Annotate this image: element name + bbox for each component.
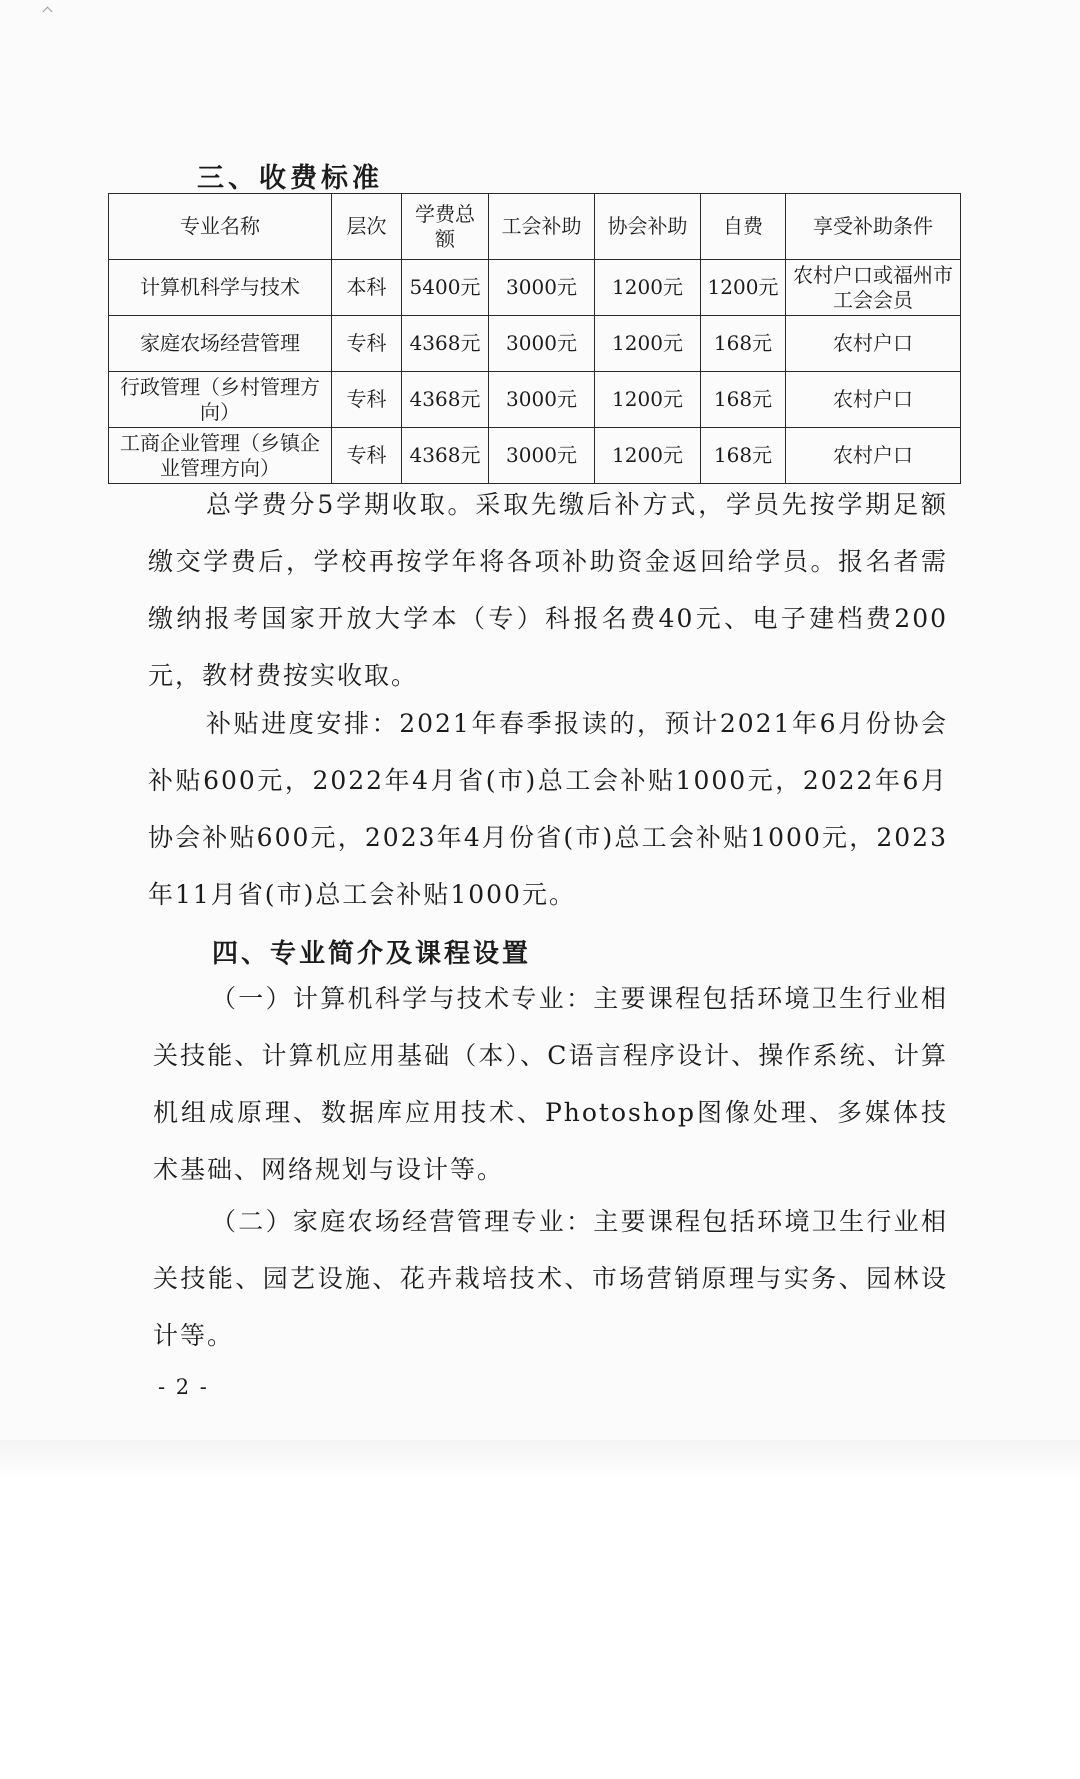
header-level: 层次 <box>332 194 402 260</box>
cell-major: 行政管理（乡村管理方向） <box>109 372 332 428</box>
cell-level: 专科 <box>332 372 402 428</box>
section-heading-fees: 三、收费标准 <box>197 163 383 194</box>
cell-self-pay: 168元 <box>701 372 786 428</box>
header-self-pay: 自费 <box>701 194 786 260</box>
cell-level: 专科 <box>332 316 402 372</box>
table-header-row <box>109 194 961 260</box>
cell-union-subsidy: 3000元 <box>489 316 595 372</box>
cell-conditions: 农村户口或福州市工会会员 <box>786 260 961 316</box>
cell-association-subsidy: 1200元 <box>595 316 701 372</box>
header-conditions: 享受补助条件 <box>786 194 961 260</box>
fee-table <box>108 193 961 484</box>
cell-self-pay: 1200元 <box>701 260 786 316</box>
course-computer-science-paragraph: （一）计算机科学与技术专业：主要课程包括环境卫生行业相关技能、计算机应用基础（本）、C语言程序设计、操作系统、计算机组成原理、数据库应用技术、Photoshop图像处理、多媒体技术基础、网络规划与设计等。 <box>153 984 948 1184</box>
cell-association-subsidy: 1200元 <box>595 260 701 316</box>
cell-association-subsidy: 1200元 <box>595 372 701 428</box>
fee-note-paragraph: 总学费分5学期收取。采取先缴后补方式，学员先按学期足额缴交学费后，学校再按学年将各项补助资金返回给学员。报名者需缴纳报考国家开放大学本（专）科报名费40元、电子建档费200元，教材费按实收取。 <box>148 490 948 690</box>
cell-total-fee: 4368元 <box>402 428 489 484</box>
cell-union-subsidy: 3000元 <box>489 260 595 316</box>
header-total-fee: 学费总额 <box>402 194 489 260</box>
cell-union-subsidy: 3000元 <box>489 372 595 428</box>
header-major: 专业名称 <box>109 194 332 260</box>
table-row <box>109 316 961 372</box>
scan-corner-mark <box>43 7 53 17</box>
page-bottom-shadow <box>0 1440 1080 1480</box>
cell-total-fee: 4368元 <box>402 316 489 372</box>
page-number: - 2 - <box>158 1375 209 1399</box>
cell-union-subsidy: 3000元 <box>489 428 595 484</box>
table-row <box>109 372 961 428</box>
section-heading-courses: 四、专业简介及课程设置 <box>212 939 532 969</box>
cell-major: 工商企业管理（乡镇企业管理方向） <box>109 428 332 484</box>
cell-conditions: 农村户口 <box>786 372 961 428</box>
header-association-subsidy: 协会补助 <box>595 194 701 260</box>
cell-conditions: 农村户口 <box>786 428 961 484</box>
course-family-farm-paragraph: （二）家庭农场经营管理专业：主要课程包括环境卫生行业相关技能、园艺设施、花卉栽培技术、市场营销原理与实务、园林设计等。 <box>153 1207 948 1350</box>
cell-total-fee: 5400元 <box>402 260 489 316</box>
cell-level: 本科 <box>332 260 402 316</box>
cell-level: 专科 <box>332 428 402 484</box>
header-union-subsidy: 工会补助 <box>489 194 595 260</box>
cell-major: 计算机科学与技术 <box>109 260 332 316</box>
cell-self-pay: 168元 <box>701 316 786 372</box>
cell-major: 家庭农场经营管理 <box>109 316 332 372</box>
cell-conditions: 农村户口 <box>786 316 961 372</box>
table-row <box>109 260 961 316</box>
cell-association-subsidy: 1200元 <box>595 428 701 484</box>
subsidy-schedule-paragraph: 补贴进度安排：2021年春季报读的，预计2021年6月份协会补贴600元，2022年4月省(市)总工会补贴1000元，2022年6月协会补贴600元，2023年4月份省(市)总工会补贴1000元，2023年11月省(市)总工会补贴1000元。 <box>148 709 948 909</box>
cell-self-pay: 168元 <box>701 428 786 484</box>
cell-total-fee: 4368元 <box>402 372 489 428</box>
